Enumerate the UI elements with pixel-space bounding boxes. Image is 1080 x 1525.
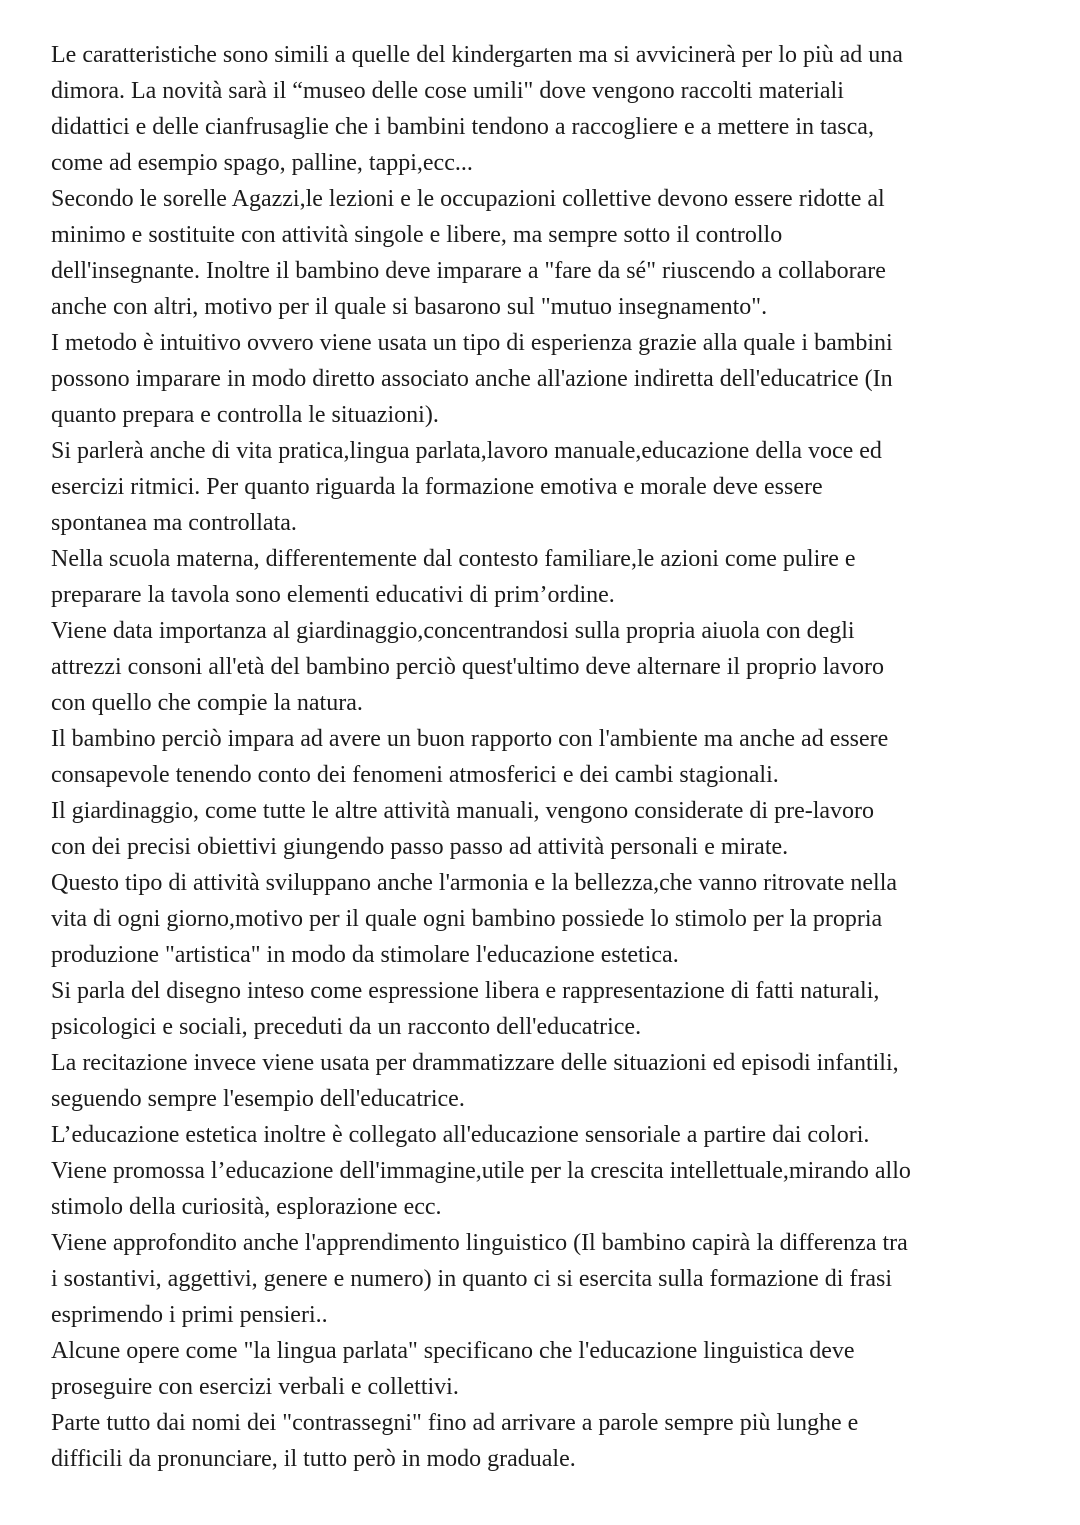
document-body <box>51 37 1051 1477</box>
paragraph: Parte tutto dai nomi dei "contrassegni" fino ad arrivare a parole sempre più lunghe e difficili da pronunciare, il tutto però in modo graduale. <box>51 1410 859 1472</box>
paragraph: La recitazione invece viene usata per drammatizzare delle situazioni ed episodi infantili, seguendo sempre l'esempio dell'educatrice. <box>51 1050 899 1112</box>
paragraph: Nella scuola materna, differentemente dal contesto familiare,le azioni come pulire e preparare la tavola sono elementi educativi di prim’ordine. <box>51 546 856 608</box>
paragraph: Alcune opere come "la lingua parlata" specificano che l'educazione linguistica deve proseguire con esercizi verbali e collettivi. <box>51 1338 855 1400</box>
paragraph: Viene approfondito anche l'apprendimento linguistico (Il bambino capirà la differenza tra i sostantivi, aggettivi, genere e numero) in quanto ci si esercita sulla formazione di frasi esprimendo i primi pensieri.. <box>51 1230 908 1328</box>
paragraph: Il bambino perciò impara ad avere un buon rapporto con l'ambiente ma anche ad essere consapevole tenendo conto dei fenomeni atmosferici e dei cambi stagionali. <box>51 726 889 788</box>
paragraph: Le caratteristiche sono simili a quelle del kindergarten ma si avvicinerà per lo più ad una dimora. La novità sarà il “museo delle cose umili" dove vengono raccolti materiali didattici e delle cianfrusaglie che i bambini tendono a raccogliere e a mettere in tasca, come ad esempio spago, palline, tappi,ecc... <box>51 42 903 176</box>
paragraph: Il giardinaggio, come tutte le altre attività manuali, vengono considerate di pre-lavoro con dei precisi obiettivi giungendo passo passo ad attività personali e mirate. <box>51 798 875 860</box>
paragraph: Si parlerà anche di vita pratica,lingua parlata,lavoro manuale,educazione della voce ed esercizi ritmici. Per quanto riguarda la formazione emotiva e morale deve essere spontanea ma controllata. <box>51 438 882 536</box>
paragraph: Viene data importanza al giardinaggio,concentrandosi sulla propria aiuola con degli attrezzi consoni all'età del bambino perciò quest'ultimo deve alternare il proprio lavoro con quello che compie la natura. <box>51 618 885 716</box>
paragraph: Secondo le sorelle Agazzi,le lezioni e le occupazioni collettive devono essere ridotte al minimo e sostituite con attività singole e libere, ma sempre sotto il controllo dell'insegnante. Inoltre il bambino deve imparare a "fare da sé" riuscendo a collaborare anche con altri, motivo per il quale si basarono sul "mutuo insegnamento". <box>51 186 886 320</box>
paragraph: L’educazione estetica inoltre è collegato all'educazione sensoriale a partire dai colori. <box>51 1122 870 1148</box>
paragraph: I metodo è intuitivo ovvero viene usata un tipo di esperienza grazie alla quale i bambini possono imparare in modo diretto associato anche all'azione indiretta dell'educatrice (In quanto prepara e controlla le situazioni). <box>51 330 893 428</box>
paragraph: Questo tipo di attività sviluppano anche l'armonia e la bellezza,che vanno ritrovate nella vita di ogni giorno,motivo per il quale ogni bambino possiede lo stimolo per la propria produzione "artistica" in modo da stimolare l'educazione estetica. <box>51 870 898 968</box>
paragraph: Viene promossa l’educazione dell'immagine,utile per la crescita intellettuale,mirando allo stimolo della curiosità, esplorazione ecc. <box>51 1158 911 1220</box>
paragraph: Si parla del disegno inteso come espressione libera e rappresentazione di fatti naturali, psicologici e sociali, preceduti da un racconto dell'educatrice. <box>51 978 880 1040</box>
